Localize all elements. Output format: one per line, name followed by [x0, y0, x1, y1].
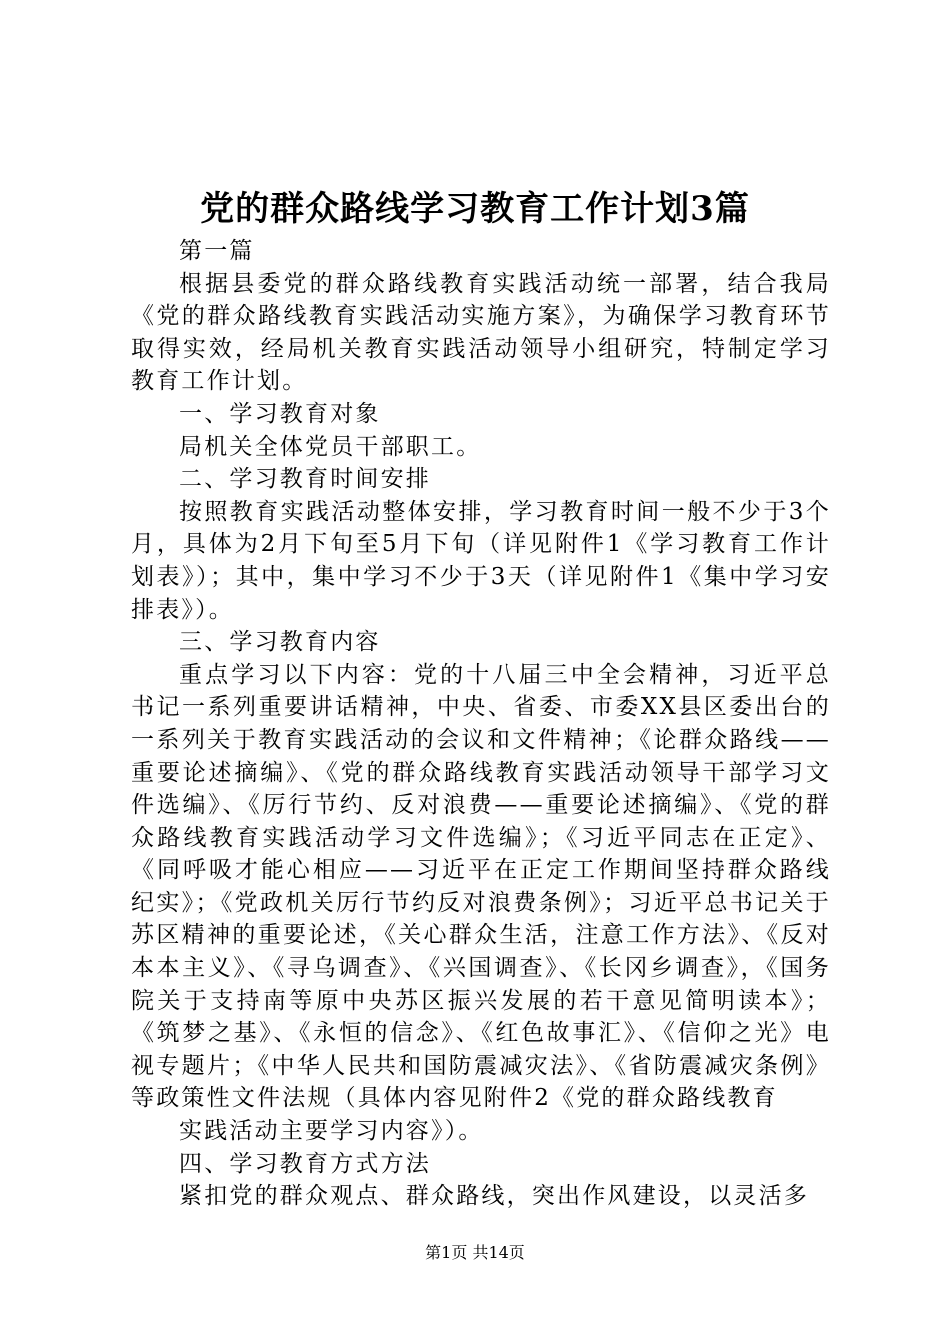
content-paragraph: 重点学习以下内容：党的十八届三中全会精神，习近平总书记一系列重要讲话精神，中央、省委、市委XX县区委出台的一系列关于教育实践活动的会议和文件精神；《论群众路线——重要论述摘编》、《党的群众路线教育实践活动领导干部学习文件选编》、《厉行节约、反对浪费——重要论述摘编》、《党的群众路线教育实践活动学习文件选编》；《习近平同志在正定》、《同呼吸才能心相应——习近平在正定工作期间坚持群众路线纪实》；《党政机关厉行节约反对浪费条例》；习近平总书记关于苏区精神的重要论述，《关心群众生活，注意工作方法》、《反对本本主义》、《寻乌调查》、《兴国调查》、《长冈乡调查》，《国务院关于支持南等原中央苏区振兴发展的若干意见简明读本》；《筑梦之基》、《永恒的信念》、《红色故事汇》、《信仰之光》电视专题片；《中华人民共和国防震减灾法》、《省防震减灾条例》等政策性文件法规（具体内容见附件2《党的群众路线教育 [131, 661, 831, 1112]
schedule-paragraph: 按照教育实践活动整体安排，学习教育时间一般不少于3个月，具体为2月下旬至5月下旬（详见附件1《学习教育工作计划表》）；其中，集中学习不少于3天（详见附件1《集中学习安排表》）。 [131, 498, 831, 623]
document-body [131, 235, 831, 1213]
document-title: 党的群众路线学习教育工作计划3篇 [200, 189, 750, 229]
section-heading-content: 三、学习教育内容 [179, 629, 381, 656]
intro-paragraph: 根据县委党的群众路线教育实践活动统一部署，结合我局《党的群众路线教育实践活动实施方案》，为确保学习教育环节取得实效，经局机关教育实践活动领导小组研究，特制定学习教育工作计划。 [131, 270, 831, 395]
section-heading-part-one: 第一篇 [179, 238, 255, 264]
audience-paragraph: 局机关全体党员干部职工。 [179, 433, 482, 460]
methods-paragraph: 紧扣党的群众观点、群众路线，突出作风建设，以灵活多 [179, 1183, 809, 1210]
content-paragraph-continued: 实践活动主要学习内容》）。 [179, 1118, 484, 1145]
section-heading-schedule: 二、学习教育时间安排 [179, 466, 431, 493]
section-heading-methods: 四、学习教育方式方法 [179, 1150, 431, 1177]
page-indicator: 第1页 共14页 [425, 1243, 525, 1262]
section-heading-audience: 一、学习教育对象 [179, 400, 381, 427]
